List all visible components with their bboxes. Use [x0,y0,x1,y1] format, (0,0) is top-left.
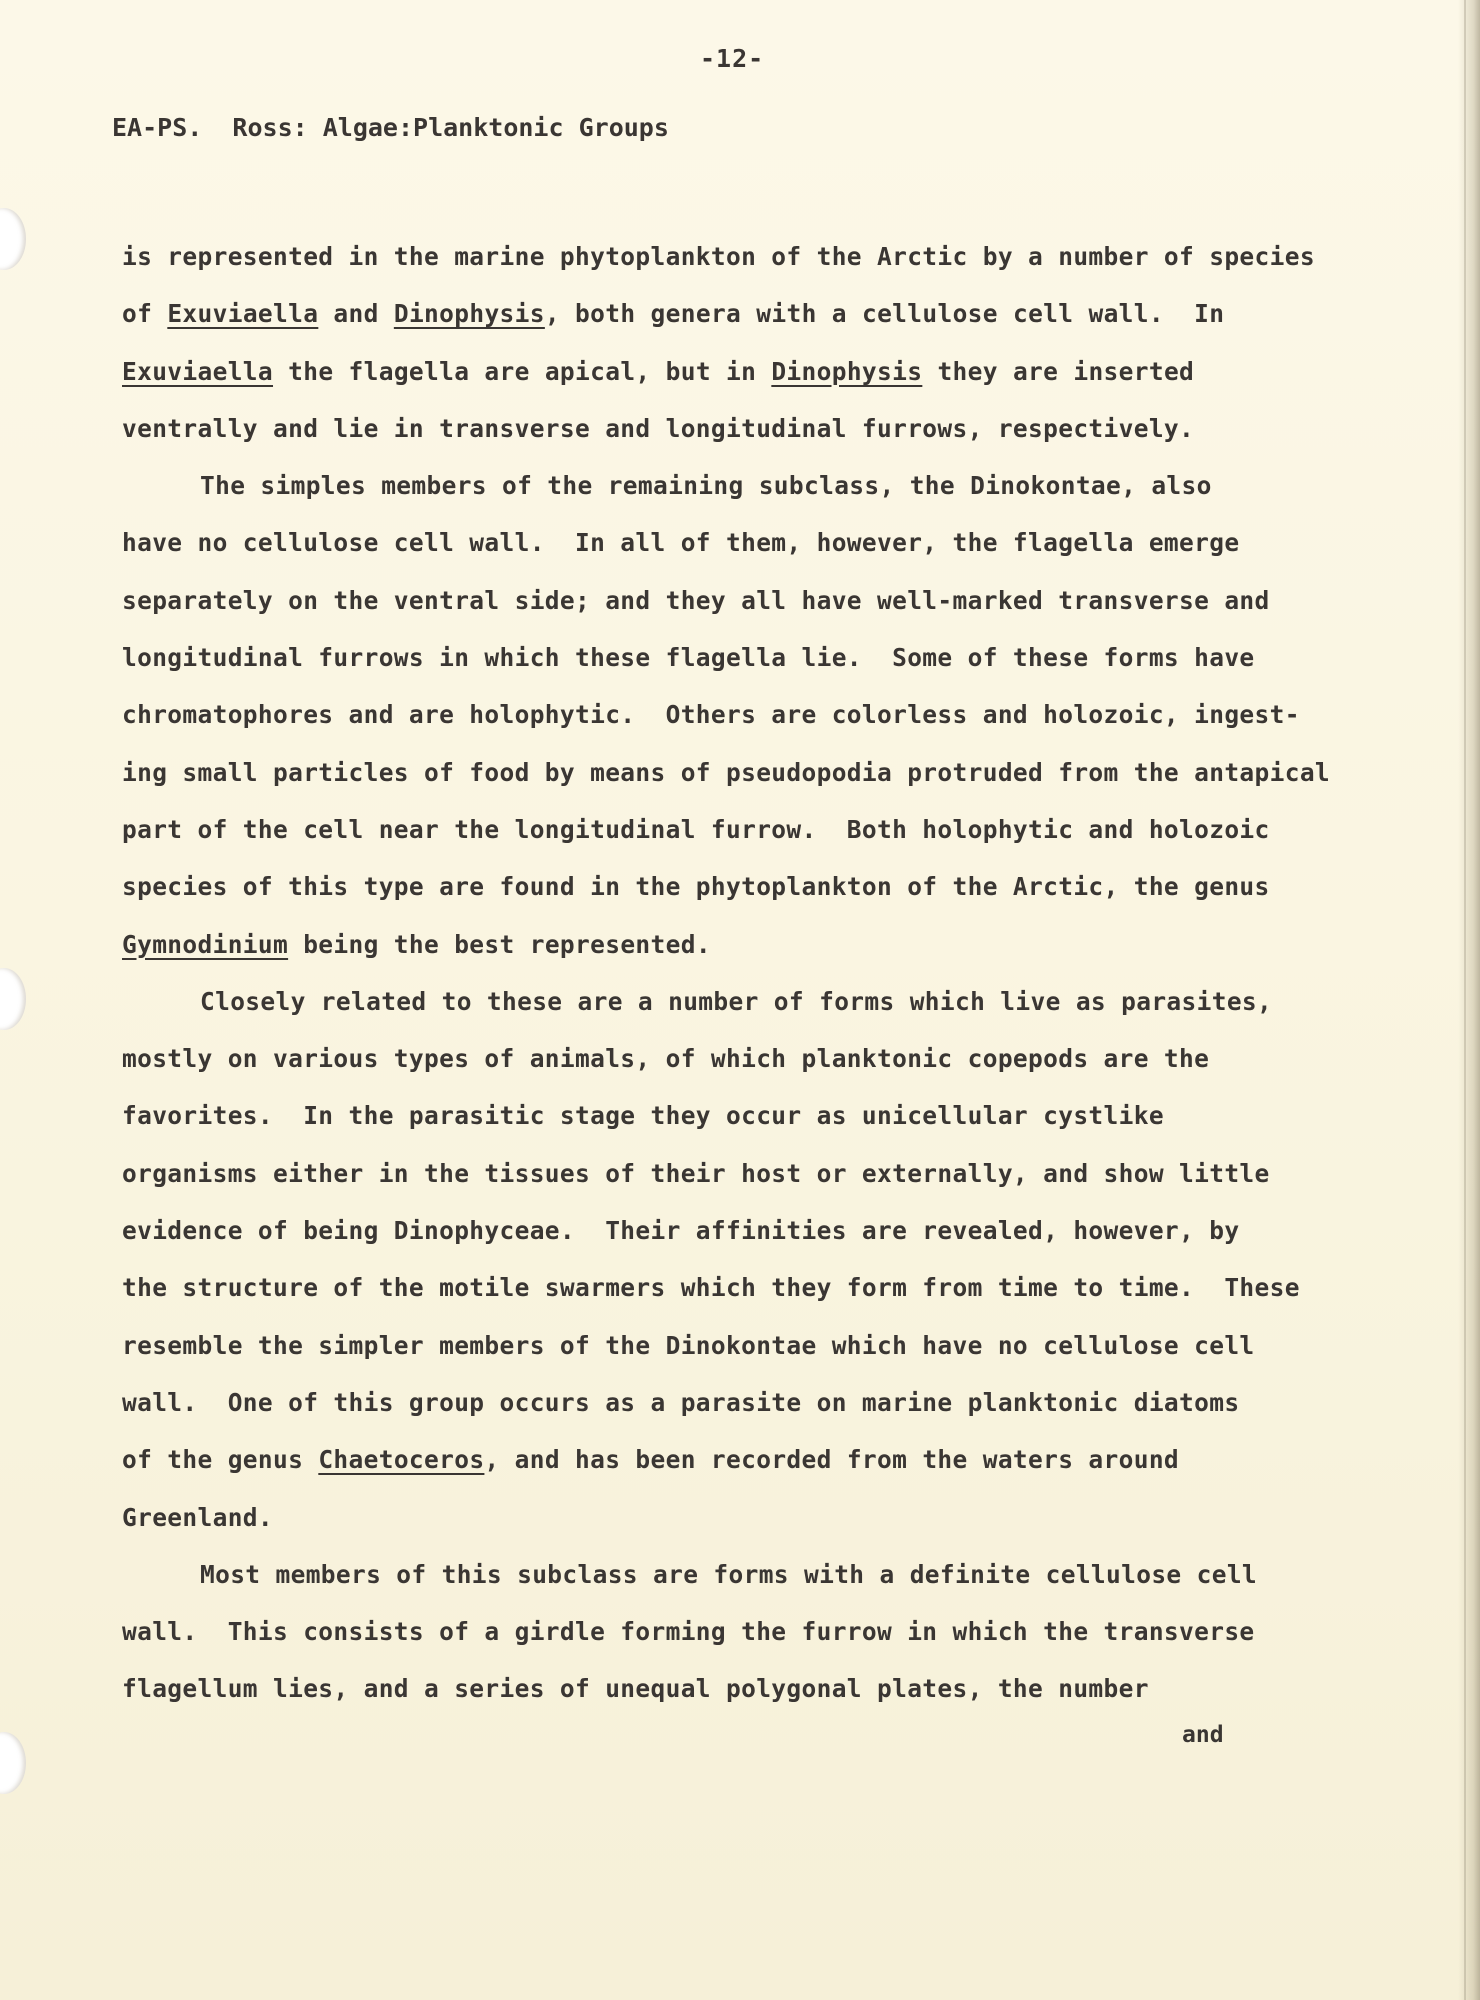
underlined-genus-name: Chaetoceros [318,1445,485,1475]
underlined-genus-name: Gymnodinium [122,929,289,959]
text-run: , both genera with a cellulose cell wall. In [544,299,1225,329]
underlined-genus-name: Exuviaella [122,356,274,386]
text-run: part of the cell near the longitudinal furrow. Both holophytic and holozoic [122,814,1270,844]
text-line [122,285,1352,342]
page-number: -12- [700,44,765,73]
text-line [122,1489,1352,1546]
text-run: species of this type are found in the phytoplankton of the Arctic, the genus [122,872,1270,902]
text-line [122,343,1352,400]
text-run: flagellum lies, and a series of unequal polygonal plates, the number [122,1674,1149,1704]
punch-hole-top [0,208,26,270]
punch-hole-bottom [0,1732,26,1794]
text-run: ventrally and lie in transverse and longitudinal furrows, respectively. [122,413,1195,443]
running-header: EA-PS. Ross: Algae:Planktonic Groups [112,113,669,142]
text-line [122,1202,1352,1259]
text-line [122,916,1352,973]
text-run: of the genus [122,1445,319,1475]
text-run: The simples members of the remaining subclass, the Dinokontae, also [200,471,1212,501]
text-line [122,629,1352,686]
text-run: and [318,299,394,329]
punch-hole-middle [0,968,26,1030]
text-run: organisms either in the tissues of their host or externally, and show little [122,1158,1270,1188]
text-line [122,1660,1352,1717]
page-edge-line [1464,0,1466,2000]
text-line [122,1259,1352,1316]
text-run: is represented in the marine phytoplankton of the Arctic by a number of species [122,242,1315,271]
text-run: separately on the ventral side; and they all have well-marked transverse and [122,585,1270,615]
text-run: favorites. In the parasitic stage they occur as unicellular cystlike [122,1101,1164,1131]
text-line [122,1087,1352,1144]
text-line [122,858,1352,915]
text-line [122,228,1352,285]
text-run: of [122,299,168,329]
text-run: the structure of the motile swarmers which they form from time to time. These [122,1273,1300,1303]
text-run: Closely related to these are a number of forms which live as parasites, [200,986,1273,1016]
underlined-genus-name: Exuviaella [167,299,319,329]
text-run: the flagella are apical, but in [273,356,772,386]
text-line [122,686,1352,743]
text-run: chromatophores and are holophytic. Others are colorless and holozoic, ingest- [122,700,1300,730]
text-run: they are inserted [922,356,1195,386]
text-line [122,1431,1352,1488]
text-run: , and has been recorded from the waters around [484,1445,1180,1475]
text-run: wall. This consists of a girdle forming the furrow in which the transverse [122,1617,1255,1647]
text-line [122,973,1352,1030]
interlinear-insert: and [1182,1722,1224,1748]
text-line [122,1546,1352,1603]
text-line [122,1317,1352,1374]
text-line [122,744,1352,801]
text-run: resemble the simpler members of the Dinokontae which have no cellulose cell [122,1330,1255,1360]
text-run: longitudinal furrows in which these flagella lie. Some of these forms have [122,643,1255,673]
text-run: wall. One of this group occurs as a parasite on marine planktonic diatoms [122,1387,1240,1417]
text-run: have no cellulose cell wall. In all of them, however, the flagella emerge [122,528,1240,558]
text-line [122,514,1352,571]
text-line [122,400,1352,457]
underlined-genus-name: Dinophysis [771,356,923,386]
text-line [122,457,1352,514]
body-text [122,228,1352,1718]
text-run: mostly on various types of animals, of which planktonic copepods are the [122,1044,1210,1074]
page-edge-shadow [1458,0,1480,2000]
text-run: ing small particles of food by means of pseudopodia protruded from the antapical [122,757,1331,787]
text-line [122,801,1352,858]
text-line [122,572,1352,629]
text-line [122,1374,1352,1431]
text-run: Greenland. [122,1502,274,1532]
text-run: Most members of this subclass are forms with a definite cellulose cell [200,1559,1258,1589]
text-line [122,1030,1352,1087]
text-line [122,1145,1352,1202]
underlined-genus-name: Dinophysis [393,299,545,329]
text-line [122,1603,1352,1660]
text-run: evidence of being Dinophyceae. Their affinities are revealed, however, by [122,1216,1240,1246]
text-run: being the best represented. [288,929,711,959]
